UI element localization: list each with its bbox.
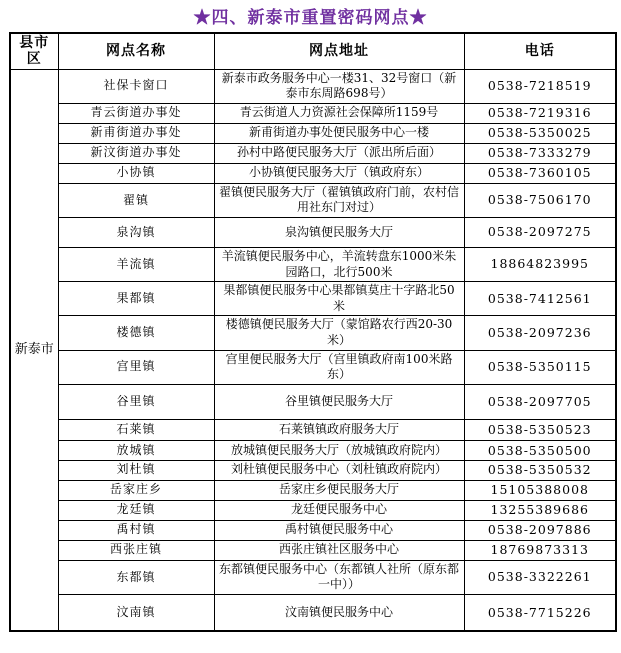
table-row [10,163,616,183]
table-row [10,500,616,520]
branch-phone-cell: 18864823995 [464,247,616,281]
branch-phone-cell: 0538-5350500 [464,440,616,460]
branch-name-cell: 东都镇 [58,560,214,594]
table-row [10,183,616,217]
branch-address-cell: 小协镇便民服务大厅（镇政府东） [214,163,464,183]
branch-name-cell: 汶南镇 [58,594,214,631]
table-row [10,520,616,540]
branch-address-cell: 岳家庄乡便民服务大厅 [214,480,464,500]
table-row [10,460,616,480]
branch-phone-cell: 0538-7715226 [464,594,616,631]
table-row [10,540,616,560]
branch-name-cell: 楼德镇 [58,316,214,350]
branch-address-cell: 楼德镇便民服务大厅（蒙馆路农行西20-30米） [214,316,464,350]
table-row [10,247,616,281]
branch-phone-cell: 0538-7506170 [464,183,616,217]
table-row [10,217,616,247]
branch-address-cell: 果都镇便民服务中心果都镇莫庄十字路北50米 [214,282,464,316]
branch-address-cell: 西张庄镇社区服务中心 [214,540,464,560]
table-row [10,103,616,123]
table-row [10,123,616,143]
branch-name-cell: 翟镇 [58,183,214,217]
table-row [10,350,616,384]
branch-address-cell: 宫里便民服务大厅（宫里镇政府南100米路东） [214,350,464,384]
branch-name-cell: 泉沟镇 [58,217,214,247]
branch-phone-cell: 0538-5350532 [464,460,616,480]
branch-address-cell: 禹村镇便民服务中心 [214,520,464,540]
region-cell: 新泰市 [10,69,58,631]
branch-phone-cell: 18769873313 [464,540,616,560]
table-row [10,419,616,440]
branch-name-cell: 禹村镇 [58,520,214,540]
branch-name-cell: 小协镇 [58,163,214,183]
branch-address-cell: 泉沟镇便民服务大厅 [214,217,464,247]
branch-phone-cell: 0538-2097236 [464,316,616,350]
table-row [10,594,616,631]
table-row [10,560,616,594]
header-row [10,33,616,69]
branch-address-cell: 石莱镇镇政府服务大厅 [214,419,464,440]
branch-phone-cell: 0538-7412561 [464,282,616,316]
branch-address-cell: 刘杜镇便民服务中心（刘杜镇政府院内） [214,460,464,480]
table-row [10,384,616,419]
branch-phone-cell: 0538-2097275 [464,217,616,247]
branch-phone-cell: 0538-7219316 [464,103,616,123]
col-header-region: 县市区 [10,33,58,69]
col-header-phone: 电话 [464,33,616,69]
branch-name-cell: 西张庄镇 [58,540,214,560]
branch-name-cell: 社保卡窗口 [58,69,214,103]
branch-phone-cell: 0538-2097886 [464,520,616,540]
branch-address-cell: 新泰市政务服务中心一楼31、32号窗口（新泰市东周路698号） [214,69,464,103]
table-row [10,282,616,316]
branch-name-cell: 宫里镇 [58,350,214,384]
table-row [10,316,616,350]
branch-name-cell: 刘杜镇 [58,460,214,480]
branch-address-cell: 羊流镇便民服务中心，羊流转盘东1000米朱园路口，北行500米 [214,247,464,281]
col-header-address: 网点地址 [214,33,464,69]
branch-address-cell: 龙廷便民服务中心 [214,500,464,520]
branch-address-cell: 东都镇便民服务中心（东都镇人社所（原东都一中）） [214,560,464,594]
branch-phone-cell: 0538-5350025 [464,123,616,143]
branch-name-cell: 青云街道办事处 [58,103,214,123]
branch-phone-cell: 15105388008 [464,480,616,500]
branch-phone-cell: 0538-3322261 [464,560,616,594]
branch-name-cell: 放城镇 [58,440,214,460]
branch-address-cell: 汶南镇便民服务中心 [214,594,464,631]
branch-phone-cell: 0538-2097705 [464,384,616,419]
col-header-name: 网点名称 [58,33,214,69]
branch-address-cell: 放城镇便民服务大厅（放城镇政府院内） [214,440,464,460]
branch-phone-cell: 13255389686 [464,500,616,520]
branch-phone-cell: 0538-5350523 [464,419,616,440]
branch-address-cell: 新甫街道办事处便民服务中心一楼 [214,123,464,143]
branch-address-cell: 谷里镇便民服务大厅 [214,384,464,419]
branch-name-cell: 岳家庄乡 [58,480,214,500]
page-title: ★四、新泰市重置密码网点★ [193,8,428,28]
branch-name-cell: 龙廷镇 [58,500,214,520]
branch-phone-cell: 0538-7360105 [464,163,616,183]
table-row [10,143,616,163]
branch-name-cell: 羊流镇 [58,247,214,281]
branch-phone-cell: 0538-5350115 [464,350,616,384]
branch-address-cell: 翟镇便民服务大厅（翟镇镇政府门前，农村信用社东门对过） [214,183,464,217]
branch-name-cell: 新甫街道办事处 [58,123,214,143]
branch-name-cell: 石莱镇 [58,419,214,440]
table-row [10,440,616,460]
branch-address-cell: 青云街道人力资源社会保障所1159号 [214,103,464,123]
branch-name-cell: 果都镇 [58,282,214,316]
table-row [10,480,616,500]
branch-phone-cell: 0538-7333279 [464,143,616,163]
branch-name-cell: 谷里镇 [58,384,214,419]
branch-table [9,32,617,632]
branch-name-cell: 新汶街道办事处 [58,143,214,163]
table-row [10,69,616,103]
table-header [10,33,616,69]
branch-phone-cell: 0538-7218519 [464,69,616,103]
table-body [10,69,616,631]
branch-address-cell: 孙村中路便民服务大厅（派出所后面） [214,143,464,163]
